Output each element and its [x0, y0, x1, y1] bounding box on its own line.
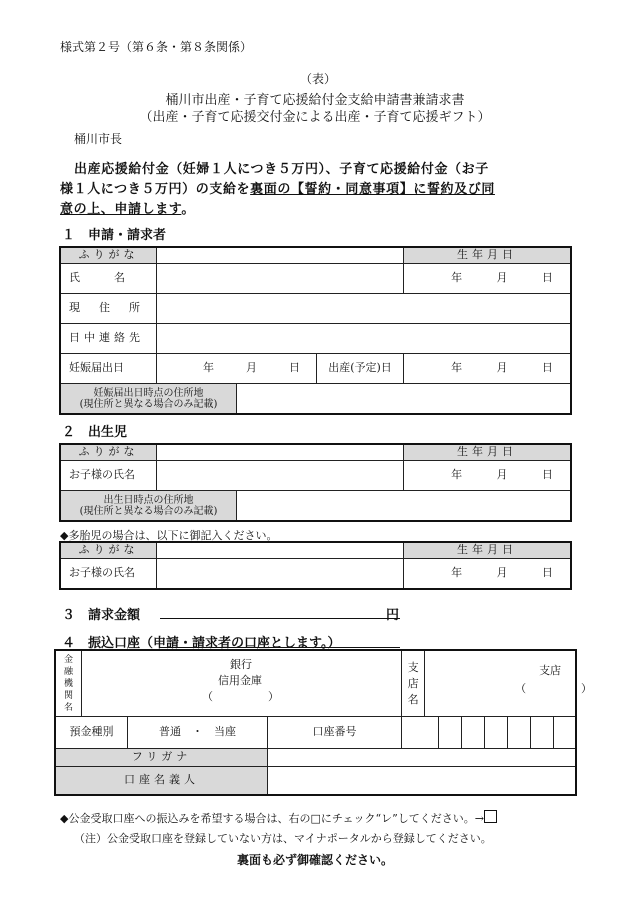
birth-address-label: 出生日時点の住所地 (現住所と異なる場合のみ記載) [61, 491, 237, 521]
address-label: 現 住 所 [61, 294, 157, 324]
dob-label: 生年月日 [404, 248, 571, 264]
contact-label: 日中連絡先 [61, 324, 157, 354]
child-furigana-label: ふりがな [61, 445, 157, 461]
branch-paren: （ ） [515, 682, 593, 695]
account-digit-3[interactable] [462, 717, 485, 749]
section1-heading: １ 申請・請求者 [62, 228, 167, 243]
child2-table [60, 542, 571, 589]
contact-field[interactable] [157, 324, 571, 354]
child-dob-label: 生年月日 [404, 445, 571, 461]
pregnancy-date-field[interactable]: 年 月 日 [157, 354, 317, 384]
addressee: 桶川市長 [74, 132, 123, 146]
multiple-birth-note: ◆多胎児の場合は、以下に御記入ください。 [60, 529, 278, 542]
child2-name-label: お子様の氏名 [61, 559, 157, 589]
amount-unit: 円 [386, 608, 400, 623]
public-account-footnote: （注）公金受取口座を登録していない方は、マイナポータルから登録してください。 [74, 832, 492, 845]
branch-label: 支 店 名 [402, 651, 425, 717]
intro-line2: 様１人につき５万円）の支給を裏面の【誓約・同意事項】に誓約及び同 [60, 182, 495, 197]
child2-dob-field[interactable]: 年 月 日 [404, 559, 571, 589]
account-digit-7[interactable] [554, 717, 576, 749]
bank-name-label: 金 融 機 関 名 [56, 651, 82, 717]
applicant-table [60, 247, 571, 414]
account-digit-2[interactable] [439, 717, 462, 749]
child-dob-field[interactable]: 年 月 日 [404, 461, 571, 491]
reverse-side-reminder: 裏面も必ず御確認ください。 [236, 853, 393, 867]
birth-date-field[interactable]: 年 月 日 [404, 354, 571, 384]
section4-underline [160, 647, 400, 648]
prev-address-field[interactable] [237, 384, 571, 414]
account-digit-5[interactable] [508, 717, 531, 749]
account-holder-field[interactable] [268, 767, 576, 795]
applicant-furigana-field[interactable] [157, 248, 404, 264]
account-digit-1[interactable] [402, 717, 439, 749]
account-number-label: 口座番号 [268, 717, 402, 749]
pregnancy-date-label: 妊娠届出日 [61, 354, 157, 384]
prev-address-label: 妊娠届出日時点の住所地 (現住所と異なる場合のみ記載) [61, 384, 237, 414]
child2-furigana-label: ふりがな [61, 543, 157, 559]
name-label: 氏 名 [61, 264, 157, 294]
branch-field[interactable] [425, 651, 593, 717]
kana-field[interactable] [268, 749, 576, 767]
child-name-field[interactable] [157, 461, 404, 491]
shinkin-text: 信用金庫 [218, 674, 262, 687]
title-sub: （出産・子育て応援交付金による出産・子育て応援ギフト） [139, 110, 491, 125]
deposit-type-field[interactable]: 普通 ・ 当座 [128, 717, 268, 749]
child-furigana-field[interactable] [157, 445, 404, 461]
branch-text: 支店 [539, 664, 562, 677]
account-holder-label: 口座名義人 [56, 767, 268, 795]
deposit-type-label: 預金種別 [56, 717, 128, 749]
section2-heading: ２ 出生児 [62, 425, 128, 440]
public-account-note: ◆公金受取口座への振込みを希望する場合は、右の□にチェック“レ”してください。→ [60, 810, 497, 826]
intro-line1: 出産応援給付金（妊婦１人につき５万円）、子育て応援給付金（お子 [74, 162, 489, 177]
account-digit-6[interactable] [531, 717, 554, 749]
child-name-label: お子様の氏名 [61, 461, 157, 491]
form-number: 様式第２号（第６条・第８条関係） [60, 40, 253, 54]
section4-heading: ４ 振込口座（申請・請求者の口座とします。） [62, 636, 341, 651]
amount-field[interactable] [160, 618, 400, 619]
bank-text: 銀行 [230, 658, 252, 671]
title-main: 桶川市出産・子育て応援給付金支給申請書兼請求書 [165, 93, 465, 108]
account-digit-4[interactable] [485, 717, 508, 749]
section3-heading: ３ 請求金額 [62, 608, 141, 623]
applicant-name-field[interactable] [157, 264, 404, 294]
bank-name-field[interactable] [82, 651, 402, 717]
birth-date-label: 出産(予定)日 [317, 354, 404, 384]
child2-furigana-field[interactable] [157, 543, 404, 559]
applicant-dob-field[interactable]: 年 月 日 [404, 264, 571, 294]
birth-address-field[interactable] [237, 491, 571, 521]
intro-line3: 意の上、申請します。 [60, 202, 195, 217]
child2-dob-label: 生年月日 [404, 543, 571, 559]
furigana-label: ふりがな [61, 248, 157, 264]
child-table [60, 444, 571, 521]
bank-table [55, 650, 593, 795]
address-field[interactable] [157, 294, 571, 324]
child2-name-field[interactable] [157, 559, 404, 589]
side-label: （表） [300, 72, 337, 86]
bank-paren: （ ） [202, 690, 279, 703]
public-account-checkbox[interactable] [484, 810, 497, 823]
kana-label: フリガナ [56, 749, 268, 767]
